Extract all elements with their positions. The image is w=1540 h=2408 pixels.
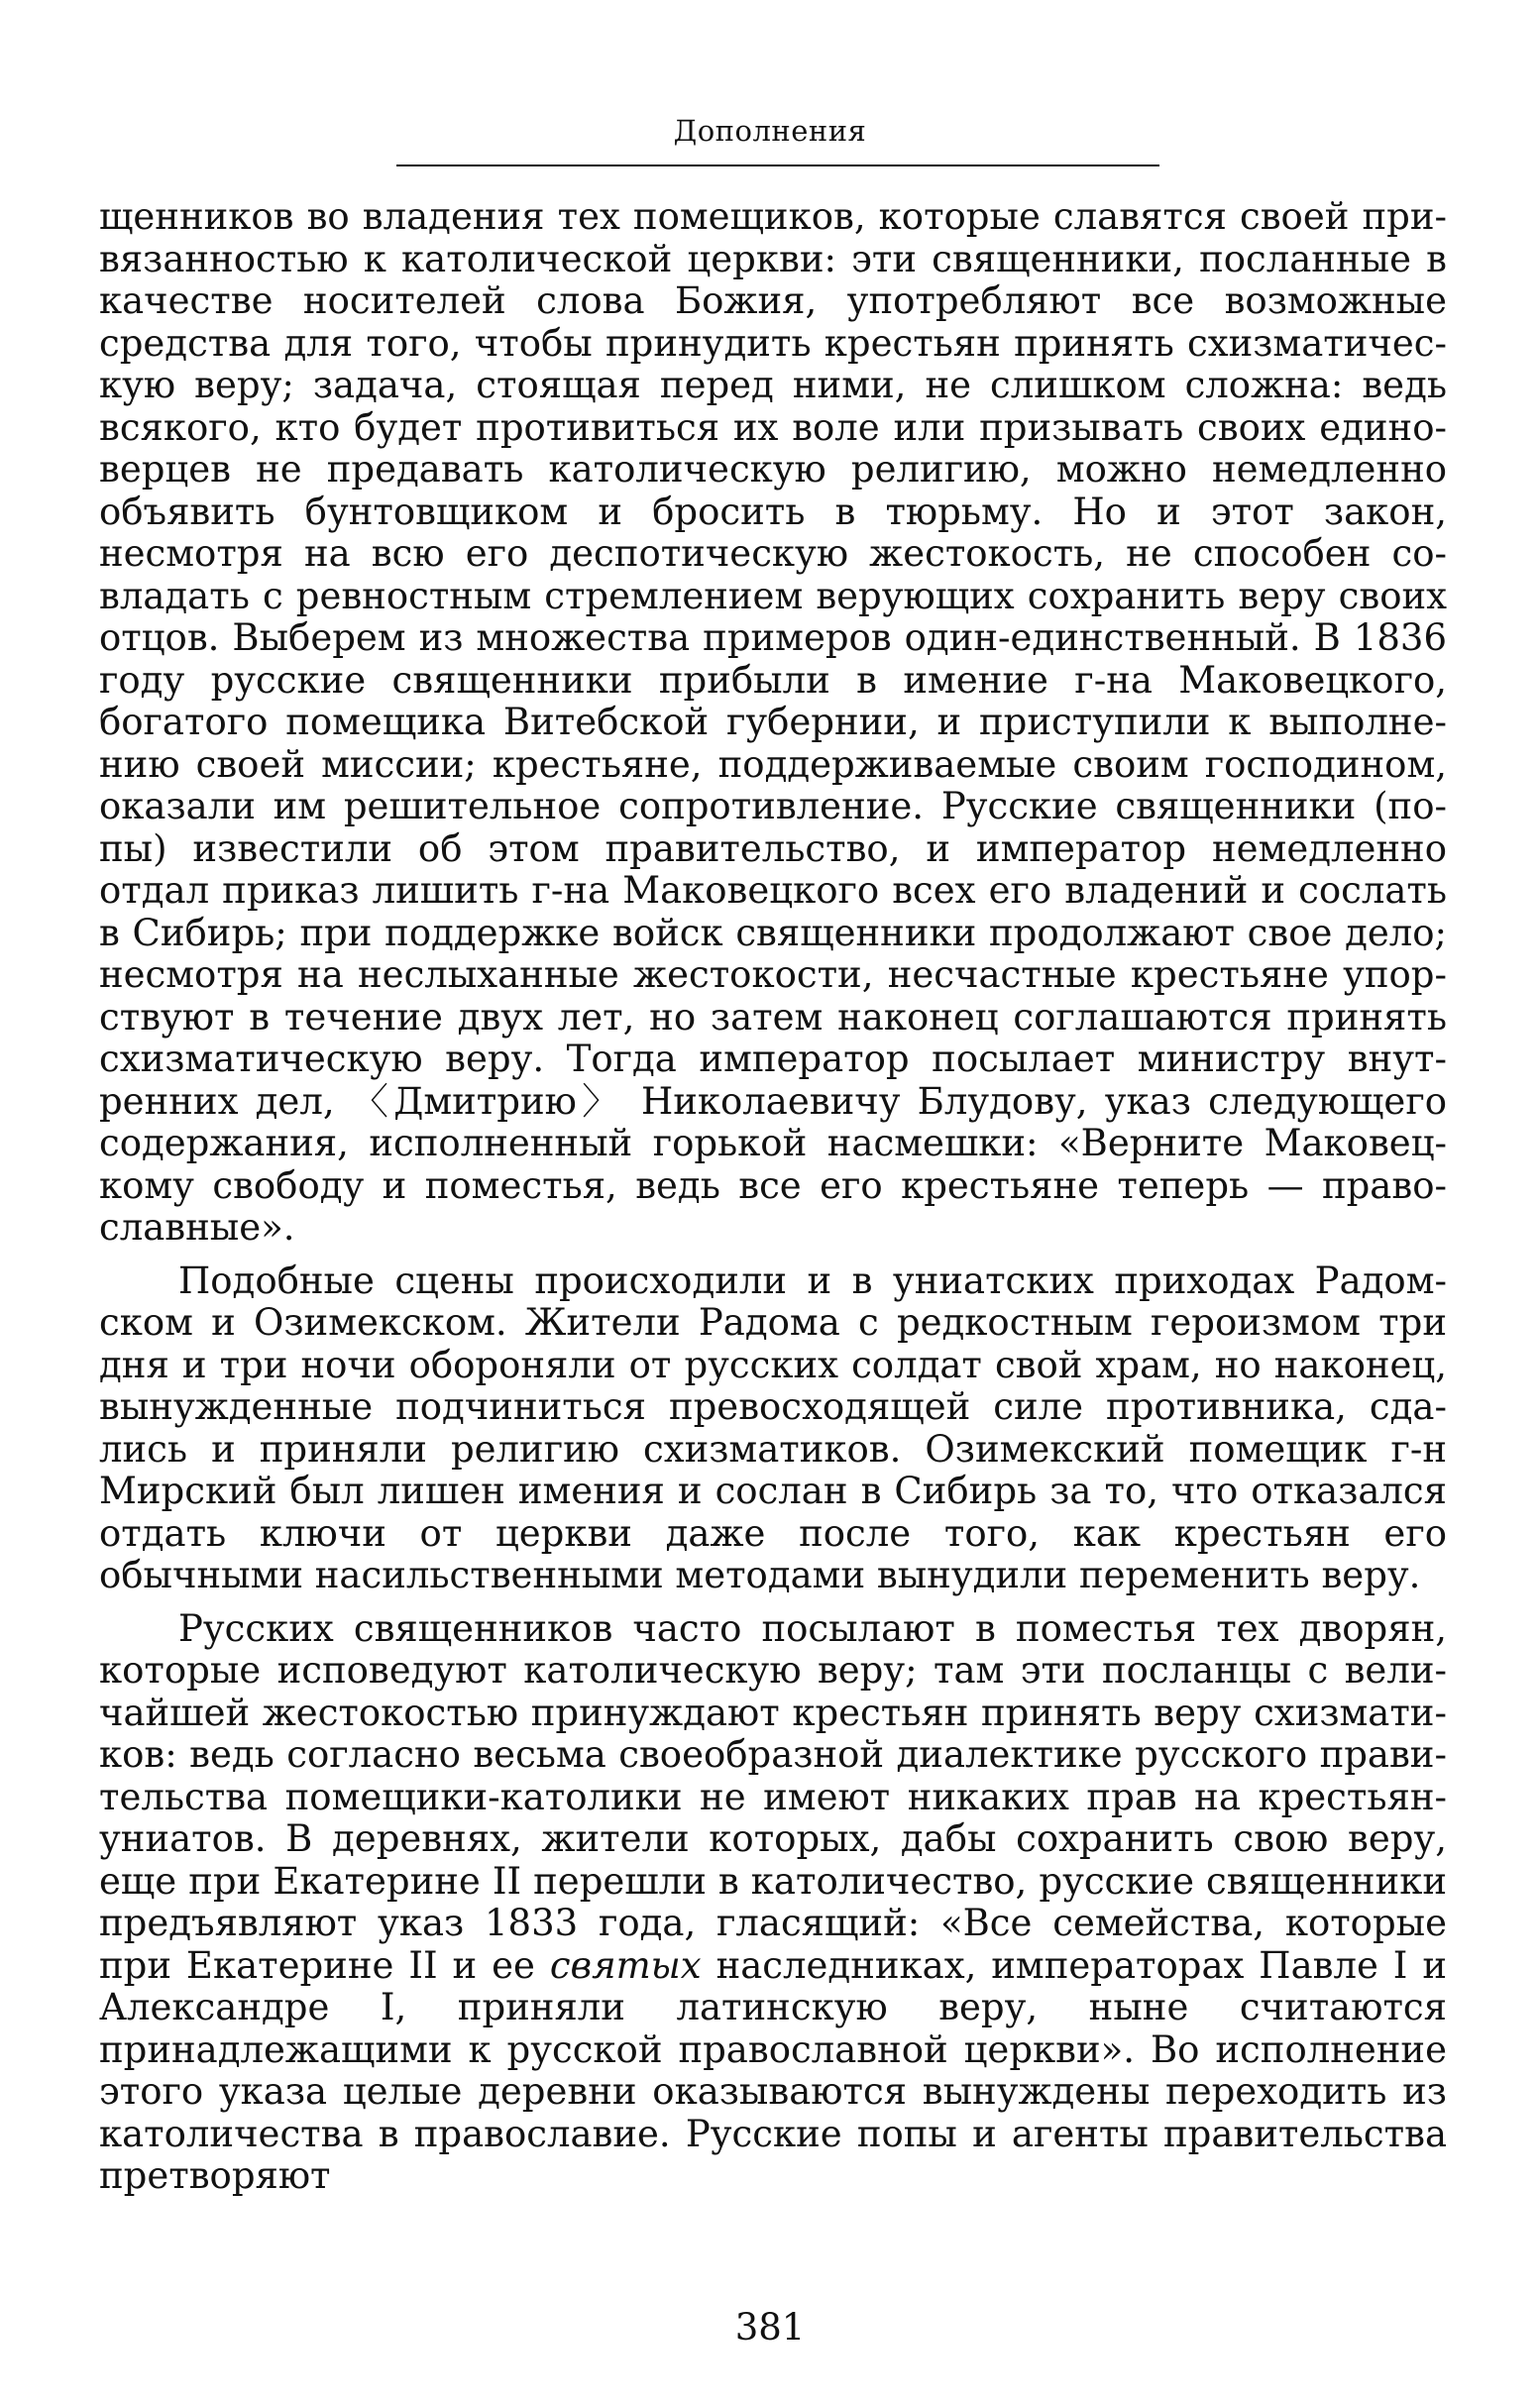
body-text (99, 196, 1447, 2198)
page-number: 381 (734, 2306, 806, 2349)
paragraph-3-part-2: наследниках, императорах Павле I и Александре I, приняли латинскую веру, ныне считаются принадлежащими к русской православной церкви». Во исполнение этого указа целые деревни оказываются вынуждены переходить из католичества в православие. Русские попы и агенты правительства претворяют (99, 1943, 1447, 2197)
paragraph-3-italic: святых (549, 1943, 702, 1987)
header-rule (396, 164, 1159, 166)
paragraph-3-part-1: Русских священников часто посылают в поместья тех дворян, которые исповедуют католическую веру; там эти посланцы с величайшей жестокостью принуждают крестьян принять веру схизматиков: ведь согласно весьма своеобразной диалектике русского правительства помещики-католики не имеют никаких прав на крестьян-униатов. В деревнях, жители которых, дабы сохранить свою веру, еще при Екатерине II перешли в католичество, русские священники предъявляют указ 1833 года, гласящий: «Все семейства, которые при Екатерине II и ее (99, 1606, 1447, 1987)
paragraph-1: щенников во владения тех помещиков, которые славятся своей привязанностью к католической церкви: эти священники, посланные в качестве носителей слова Божия, употребляют все возможные средства для того, чтобы принудить крестьян принять схизматическую веру; задача, стоящая перед ними, не слишком сложна: ведь всякого, кто будет противиться их воле или призывать своих единоверцев не предавать католическую религию, можно немедленно объявить бунтовщиком и бросить в тюрьму. Но и этот закон, несмотря на всю его деспотическую жестокость, не способен совладать с ревностным стремлением верующих сохранить веру своих отцов. Выберем из множества примеров один-единственный. В 1836 году русские священники прибыли в имение г-на Маковецкого, богатого помещика Витебской губернии, и приступили к выполнению своей миссии; крестьяне, поддерживаемые своим господином, оказали им решительное сопротивление. Русские священники (попы) известили об этом правительство, и император немедленно отдал приказ лишить г-на Маковецкого всех его владений и сослать в Сибирь; при поддержке войск священники продолжают свое дело; несмотря на неслыханные жестокости, несчастные крестьяне упорствуют в течение двух лет, но затем наконец соглашаются принять схизматическую веру. Тогда император посылает министру внутренних дел, 〈Дмитрию〉 Николаевичу Блудову, указ следующего содержания, исполненный горькой насмешки: «Верните Маковецкому свободу и поместья, ведь все его крестьяне теперь — православные». (99, 195, 1447, 1249)
paragraph-3 (99, 1608, 1447, 2198)
paragraph-2: Подобные сцены происходили и в униатских приходах Радомском и Озимекском. Жители Радома с редкостным героизмом три дня и три ночи обороняли от русских солдат свой храм, но наконец, вынужденные подчиниться превосходящей силе противника, сдались и приняли религию схизматиков. Озимекский помещик г-н Мирский был лишен имения и сослан в Сибирь за то, что отказался отдать ключи от церкви даже после того, как крестьян его обычными насильственными методами вынудили переменить веру. (99, 1259, 1447, 1596)
running-title: Дополнения (673, 114, 867, 148)
